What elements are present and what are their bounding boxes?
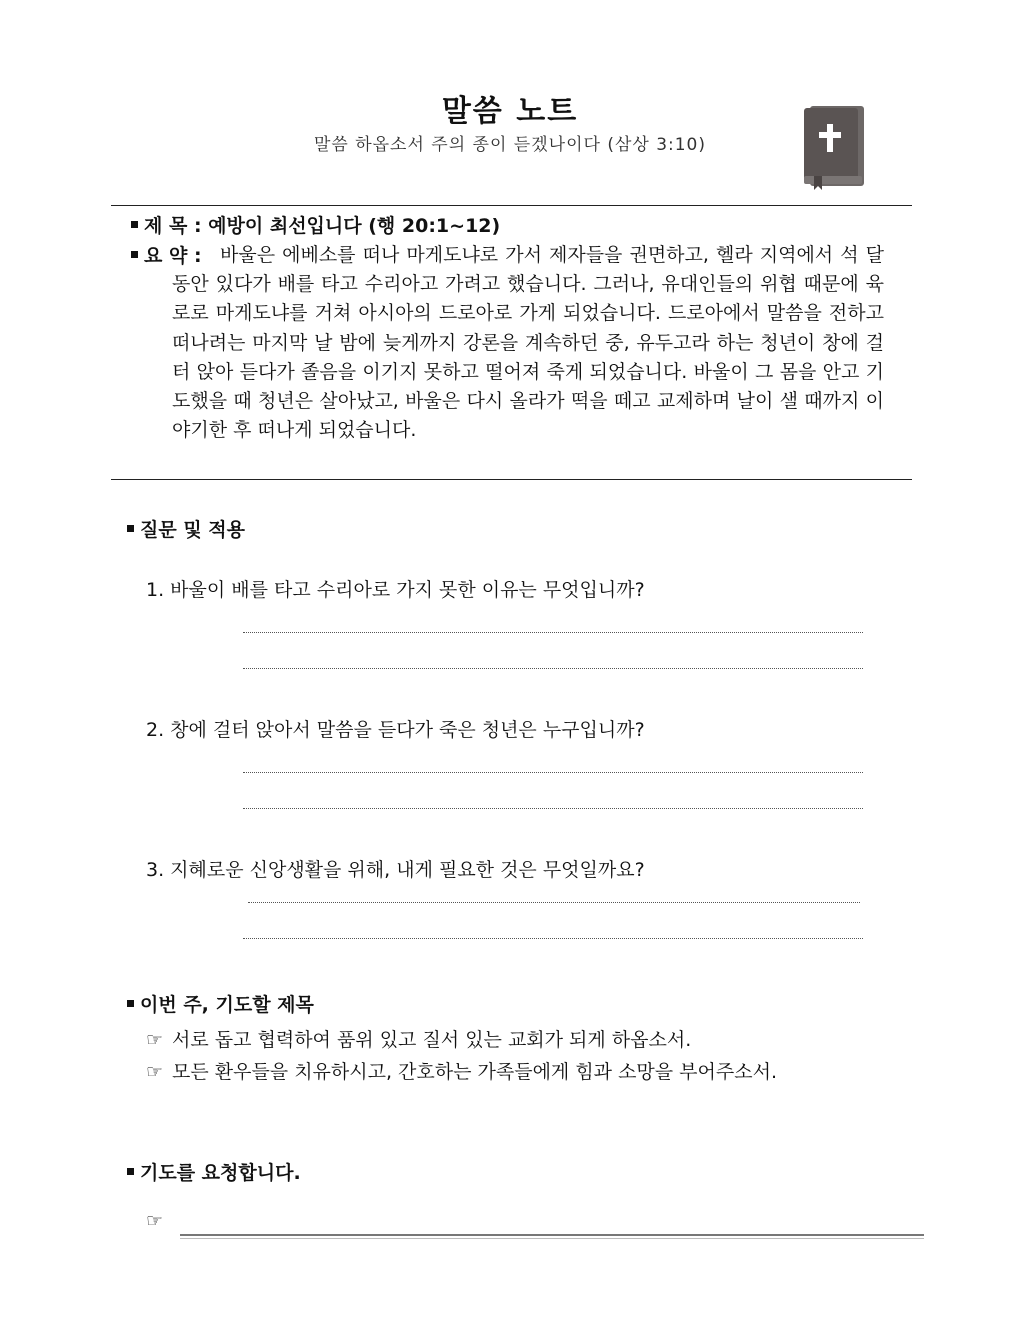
questions-heading-row [127,515,245,542]
pointing-hand-icon: ☞ [146,1061,164,1083]
answer-line-2b[interactable] [243,808,863,809]
prayer-topic-2 [146,1057,777,1084]
divider-top [111,205,912,206]
question-1: 1. 바울이 배를 타고 수리아로 가지 못한 이유는 무엇입니까? [146,579,645,601]
prayer-request-marker [146,1210,172,1232]
bullet-square-icon [127,1168,134,1175]
prayer-topics-heading-row [127,990,314,1017]
answer-line-3b[interactable] [243,938,863,939]
sermon-title-label: 제 목 : [144,215,202,237]
prayer-request-input-underline [180,1238,924,1239]
page-subtitle: 말씀 하옵소서 주의 종이 듣겠나이다 (삼상 3:10) [313,135,707,155]
prayer-request-input-line[interactable] [180,1234,924,1236]
summary-label: 요 약 : [144,245,202,267]
bullet-square-icon [127,525,134,532]
sermon-title-row [131,211,500,238]
prayer-request-heading-row [127,1158,301,1185]
sermon-title-value: 예방이 최선입니다 (행 20:1~12) [208,215,501,237]
prayer-request-heading: 기도를 요청합니다. [140,1162,301,1184]
prayer-topics-heading: 이번 주, 기도할 제목 [140,994,314,1016]
answer-line-1b[interactable] [243,668,863,669]
page-title: 말씀 노트 [441,94,579,129]
prayer-topic-text: 서로 돕고 협력하여 품위 있고 질서 있는 교회가 되게 하옵소서. [172,1029,692,1051]
answer-line-3a[interactable] [248,902,860,903]
prayer-topic-text: 모든 환우들을 치유하시고, 간호하는 가족들에게 힘과 소망을 부어주소서. [172,1061,777,1083]
answer-line-1a[interactable] [243,632,863,633]
divider-middle [111,479,912,480]
answer-line-2a[interactable] [243,772,863,773]
pointing-hand-icon: ☞ [146,1029,164,1051]
bullet-square-icon [127,1000,134,1007]
question-2: 2. 창에 걸터 앉아서 말씀을 듣다가 죽은 청년은 누구입니까? [146,719,645,741]
prayer-topic-1 [146,1025,691,1052]
bible-cross-icon [800,104,866,190]
pointing-hand-icon: ☞ [146,1210,164,1232]
questions-heading: 질문 및 적용 [140,519,245,541]
question-3: 3. 지혜로운 신앙생활을 위해, 내게 필요한 것은 무엇일까요? [146,859,645,881]
summary-text: 바울은 에베소를 떠나 마게도냐로 가서 제자들을 권면하고, 헬라 지역에서 석 달 동안 있다가 배를 타고 수리아고 가려고 했습니다. 그러나, 유대인들의 위협 때문에 육로로 마게도냐를 거쳐 아시아의 드로아로 가게 되었습니다. 드로아에서 말씀을 전하고 떠나려는 마지막 날 밤에 늦게까지 강론을 계속하던 중, 유두고라 하는 청년이 창에 걸터 앉아 듣다가 졸음을 이기지 못하고 떨어져 죽게 되었습니다. 바울이 그 몸을 안고 기도했을 때 청년은 살아났고, 바울은 다시 올라가 떡을 떼고 교제하며 날이 샐 때까지 이야기한 후 떠나게 되었습니다. [172,244,884,442]
bullet-square-icon [131,221,138,228]
